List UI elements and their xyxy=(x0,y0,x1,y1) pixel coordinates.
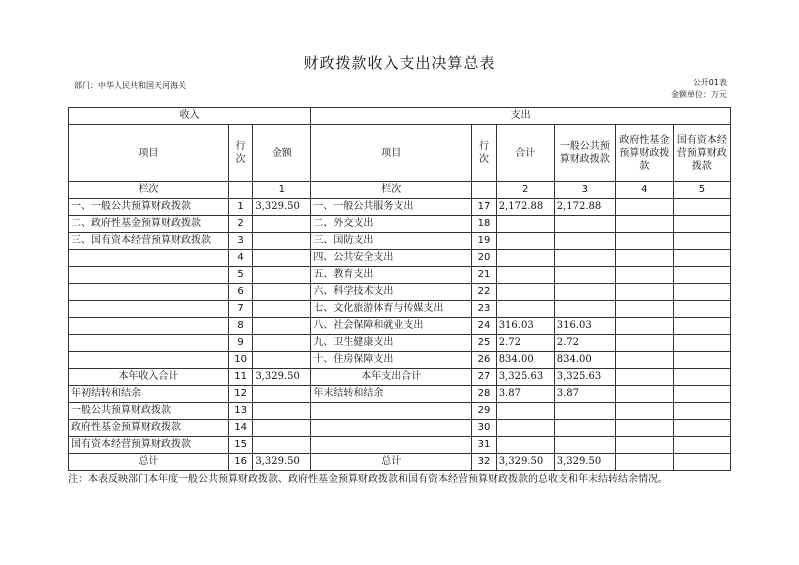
table-row xyxy=(69,437,731,454)
total-cell: 834.00 xyxy=(496,352,554,369)
state-capital-cell xyxy=(673,454,730,471)
expense-row-no-cell: 28 xyxy=(472,386,496,403)
gov-fund-cell xyxy=(615,250,673,267)
income-item-cell xyxy=(69,267,229,284)
income-amount-cell xyxy=(253,233,311,250)
total-cell: 3,325.63 xyxy=(496,369,554,386)
general-budget-cell xyxy=(554,420,615,437)
col-index-2: 2 xyxy=(496,182,554,199)
table-row xyxy=(69,284,731,301)
col-general-budget: 一般公共预算财政拨款 xyxy=(554,125,615,182)
income-amount-cell xyxy=(253,250,311,267)
general-budget-cell xyxy=(554,284,615,301)
general-budget-cell xyxy=(554,250,615,267)
income-amount-cell: 3,329.50 xyxy=(253,369,311,386)
col-index-label-left: 栏次 xyxy=(69,182,229,199)
expense-item-cell: 五、教育支出 xyxy=(311,267,472,284)
income-item-cell: 本年收入合计 xyxy=(69,369,229,386)
income-amount-cell xyxy=(253,403,311,420)
total-cell xyxy=(496,420,554,437)
col-index-label-right: 栏次 xyxy=(311,182,472,199)
table-row xyxy=(69,352,731,369)
gov-fund-cell xyxy=(615,301,673,318)
budget-summary-table xyxy=(68,107,731,471)
income-row-no-cell: 2 xyxy=(228,216,252,233)
form-number: 公开01表 xyxy=(692,78,727,87)
gov-fund-cell xyxy=(615,216,673,233)
income-item-cell: 二、政府性基金预算财政拨款 xyxy=(69,216,229,233)
table-row xyxy=(69,454,731,471)
income-item-cell: 一般公共预算财政拨款 xyxy=(69,403,229,420)
income-row-no-cell: 10 xyxy=(228,352,252,369)
table-body xyxy=(69,199,731,471)
col-gov-fund-budget: 政府性基金预算财政拨款 xyxy=(615,125,673,182)
gov-fund-cell xyxy=(615,420,673,437)
col-total: 合计 xyxy=(496,125,554,182)
expense-item-cell: 一、一般公共服务支出 xyxy=(311,199,472,216)
income-amount-cell xyxy=(253,420,311,437)
col-index-3: 3 xyxy=(554,182,615,199)
col-income-item: 项目 xyxy=(69,125,229,182)
income-item-cell: 三、国有资本经营预算财政拨款 xyxy=(69,233,229,250)
income-item-cell xyxy=(69,352,229,369)
expense-row-no-cell: 20 xyxy=(472,250,496,267)
state-capital-cell xyxy=(673,301,730,318)
income-amount-cell xyxy=(253,437,311,454)
income-amount-cell xyxy=(253,267,311,284)
general-budget-cell: 3.87 xyxy=(554,386,615,403)
income-item-cell: 一、一般公共预算财政拨款 xyxy=(69,199,229,216)
income-row-no-cell: 1 xyxy=(228,199,252,216)
expense-item-cell xyxy=(311,420,472,437)
total-cell: 3.87 xyxy=(496,386,554,403)
income-amount-cell xyxy=(253,216,311,233)
gov-fund-cell xyxy=(615,437,673,454)
col-income-amount: 金额 xyxy=(253,125,311,182)
state-capital-cell xyxy=(673,318,730,335)
general-budget-cell: 3,325.63 xyxy=(554,369,615,386)
table-row xyxy=(69,403,731,420)
income-amount-cell xyxy=(253,352,311,369)
state-capital-cell xyxy=(673,369,730,386)
income-row-no-cell: 3 xyxy=(228,233,252,250)
expense-item-cell xyxy=(311,437,472,454)
expense-row-no-cell: 18 xyxy=(472,216,496,233)
col-expense-row-no: 行次 xyxy=(472,125,496,182)
general-budget-cell: 316.03 xyxy=(554,318,615,335)
general-budget-cell: 2,172.88 xyxy=(554,199,615,216)
col-state-capital-budget: 国有资本经营预算财政拨款 xyxy=(673,125,730,182)
expense-row-no-cell: 17 xyxy=(472,199,496,216)
expense-item-cell: 六、科学技术支出 xyxy=(311,284,472,301)
expense-item-cell: 本年支出合计 xyxy=(311,369,472,386)
income-row-no-cell: 9 xyxy=(228,335,252,352)
gov-fund-cell xyxy=(615,454,673,471)
state-capital-cell xyxy=(673,284,730,301)
state-capital-cell xyxy=(673,216,730,233)
income-amount-cell xyxy=(253,284,311,301)
gov-fund-cell xyxy=(615,199,673,216)
state-capital-cell xyxy=(673,437,730,454)
expense-section-header: 支出 xyxy=(311,108,731,125)
income-amount-cell xyxy=(253,318,311,335)
state-capital-cell xyxy=(673,420,730,437)
expense-row-no-cell: 24 xyxy=(472,318,496,335)
income-row-no-cell: 11 xyxy=(228,369,252,386)
col-index-1: 1 xyxy=(253,182,311,199)
income-row-no-cell: 16 xyxy=(228,454,252,471)
col-index-blank-left xyxy=(228,182,252,199)
table-row xyxy=(69,335,731,352)
income-row-no-cell: 13 xyxy=(228,403,252,420)
total-cell xyxy=(496,437,554,454)
expense-row-no-cell: 19 xyxy=(472,233,496,250)
general-budget-cell xyxy=(554,216,615,233)
expense-item-cell: 年末结转和结余 xyxy=(311,386,472,403)
gov-fund-cell xyxy=(615,284,673,301)
state-capital-cell xyxy=(673,335,730,352)
state-capital-cell xyxy=(673,233,730,250)
expense-item-cell: 三、国防支出 xyxy=(311,233,472,250)
general-budget-cell xyxy=(554,301,615,318)
gov-fund-cell xyxy=(615,369,673,386)
income-amount-cell: 3,329.50 xyxy=(253,199,311,216)
col-expense-item: 项目 xyxy=(311,125,472,182)
general-budget-cell: 3,329.50 xyxy=(554,454,615,471)
income-item-cell xyxy=(69,301,229,318)
state-capital-cell xyxy=(673,352,730,369)
state-capital-cell xyxy=(673,199,730,216)
column-header-row xyxy=(69,125,731,182)
state-capital-cell xyxy=(673,403,730,420)
amount-unit: 金额单位：万元 xyxy=(671,90,727,99)
total-cell: 2,172.88 xyxy=(496,199,554,216)
expense-row-no-cell: 29 xyxy=(472,403,496,420)
expense-item-cell: 二、外交支出 xyxy=(311,216,472,233)
income-section-header: 收入 xyxy=(69,108,311,125)
income-row-no-cell: 5 xyxy=(228,267,252,284)
expense-row-no-cell: 31 xyxy=(472,437,496,454)
income-amount-cell xyxy=(253,386,311,403)
column-index-row xyxy=(69,182,731,199)
table-row xyxy=(69,318,731,335)
expense-item-cell: 四、公共安全支出 xyxy=(311,250,472,267)
income-item-cell xyxy=(69,335,229,352)
department-label: 部门：中华人民共和国天河海关 xyxy=(74,81,186,90)
income-item-cell xyxy=(69,250,229,267)
expense-row-no-cell: 22 xyxy=(472,284,496,301)
general-budget-cell: 2.72 xyxy=(554,335,615,352)
expense-row-no-cell: 25 xyxy=(472,335,496,352)
income-item-cell xyxy=(69,318,229,335)
total-cell: 316.03 xyxy=(496,318,554,335)
total-cell xyxy=(496,233,554,250)
income-row-no-cell: 8 xyxy=(228,318,252,335)
gov-fund-cell xyxy=(615,386,673,403)
gov-fund-cell xyxy=(615,267,673,284)
total-cell xyxy=(496,216,554,233)
income-amount-cell xyxy=(253,335,311,352)
total-cell xyxy=(496,403,554,420)
state-capital-cell xyxy=(673,250,730,267)
income-row-no-cell: 6 xyxy=(228,284,252,301)
col-index-5: 5 xyxy=(673,182,730,199)
income-item-cell: 年初结转和结余 xyxy=(69,386,229,403)
income-row-no-cell: 4 xyxy=(228,250,252,267)
expense-row-no-cell: 21 xyxy=(472,267,496,284)
expense-item-cell: 八、社会保障和就业支出 xyxy=(311,318,472,335)
state-capital-cell xyxy=(673,267,730,284)
income-row-no-cell: 12 xyxy=(228,386,252,403)
general-budget-cell: 834.00 xyxy=(554,352,615,369)
expense-item-cell: 七、文化旅游体育与传媒支出 xyxy=(311,301,472,318)
income-item-cell: 国有资本经营预算财政拨款 xyxy=(69,437,229,454)
income-row-no-cell: 14 xyxy=(228,420,252,437)
gov-fund-cell xyxy=(615,318,673,335)
col-index-4: 4 xyxy=(615,182,673,199)
section-header-row xyxy=(69,108,731,125)
general-budget-cell xyxy=(554,233,615,250)
table-row xyxy=(69,233,731,250)
income-amount-cell: 3,329.50 xyxy=(253,454,311,471)
table-row xyxy=(69,386,731,403)
income-item-cell xyxy=(69,284,229,301)
gov-fund-cell xyxy=(615,233,673,250)
col-income-row-no: 行次 xyxy=(228,125,252,182)
income-row-no-cell: 7 xyxy=(228,301,252,318)
expense-item-cell xyxy=(311,403,472,420)
total-cell: 2.72 xyxy=(496,335,554,352)
income-row-no-cell: 15 xyxy=(228,437,252,454)
expense-row-no-cell: 30 xyxy=(472,420,496,437)
table-row xyxy=(69,420,731,437)
expense-row-no-cell: 32 xyxy=(472,454,496,471)
total-cell xyxy=(496,267,554,284)
expense-row-no-cell: 27 xyxy=(472,369,496,386)
gov-fund-cell xyxy=(615,403,673,420)
income-item-cell: 总计 xyxy=(69,454,229,471)
general-budget-cell xyxy=(554,437,615,454)
table-row xyxy=(69,267,731,284)
col-index-blank-right xyxy=(472,182,496,199)
expense-row-no-cell: 26 xyxy=(472,352,496,369)
general-budget-cell xyxy=(554,403,615,420)
total-cell: 3,329.50 xyxy=(496,454,554,471)
gov-fund-cell xyxy=(615,352,673,369)
income-amount-cell xyxy=(253,301,311,318)
gov-fund-cell xyxy=(615,335,673,352)
table-row xyxy=(69,301,731,318)
table-row xyxy=(69,369,731,386)
state-capital-cell xyxy=(673,386,730,403)
table-row xyxy=(69,250,731,267)
table-row xyxy=(69,199,731,216)
general-budget-cell xyxy=(554,267,615,284)
expense-item-cell: 十、住房保障支出 xyxy=(311,352,472,369)
total-cell xyxy=(496,250,554,267)
footnote: 注：本表反映部门本年度一般公共预算财政拨款、政府性基金预算财政拨款和国有资本经营预算财政拨款的总收支和年末结转结余情况。 xyxy=(68,474,668,485)
income-item-cell: 政府性基金预算财政拨款 xyxy=(69,420,229,437)
report-title: 财政拨款收入支出决算总表 xyxy=(303,54,496,72)
table-row xyxy=(69,216,731,233)
total-cell xyxy=(496,284,554,301)
expense-row-no-cell: 23 xyxy=(472,301,496,318)
expense-item-cell: 九、卫生健康支出 xyxy=(311,335,472,352)
expense-item-cell: 总计 xyxy=(311,454,472,471)
total-cell xyxy=(496,301,554,318)
